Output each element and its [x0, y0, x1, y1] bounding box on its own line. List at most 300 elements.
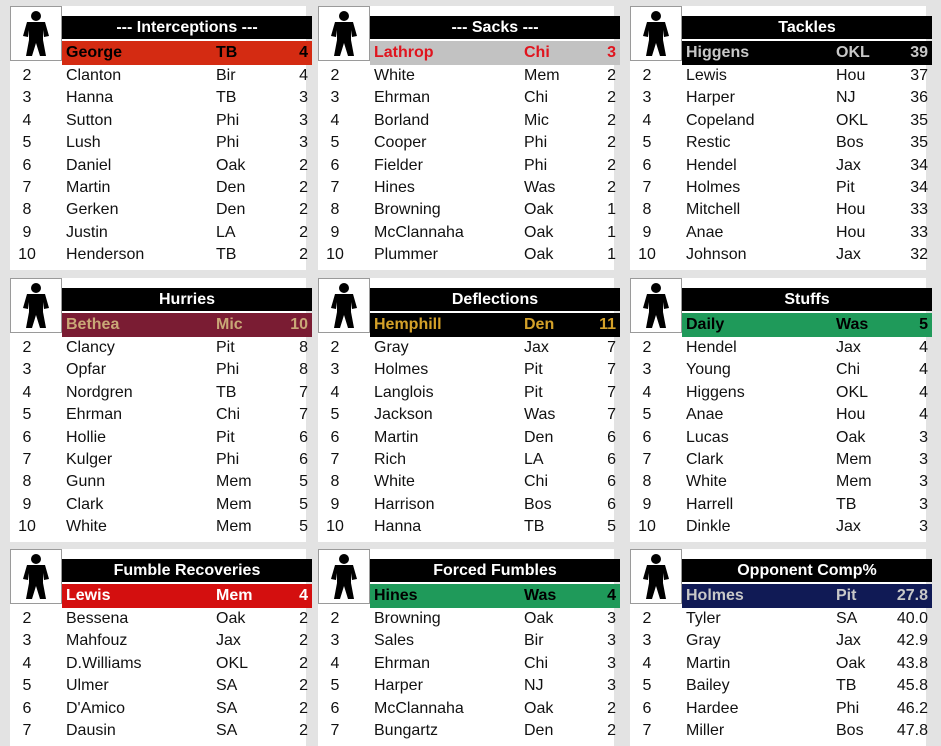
rank-number: 5 — [330, 406, 340, 424]
ranking-row — [10, 222, 306, 244]
player-name: Dausin — [66, 721, 116, 739]
ranking-row — [318, 199, 614, 221]
team-abbr: Mem — [216, 495, 252, 513]
rank-number: 4 — [22, 111, 32, 129]
team-abbr: Mic — [524, 111, 549, 129]
team-abbr: Chi — [524, 89, 549, 107]
team-abbr: Phi — [216, 111, 240, 129]
leader-row — [62, 313, 312, 337]
rank-number: 10 — [638, 518, 656, 536]
player-name: Mahfouz — [66, 632, 128, 650]
player-name: Harrison — [374, 495, 435, 513]
ranking-row — [10, 87, 306, 109]
ranking-row — [630, 222, 926, 244]
team-abbr: Chi — [524, 473, 549, 491]
team-abbr: Jax — [836, 156, 861, 174]
ranking-list — [318, 337, 614, 539]
leaderboard-forced-fumbles — [318, 549, 614, 746]
team-abbr: Bos — [836, 134, 864, 152]
team-abbr: TB — [836, 677, 857, 695]
player-silhouette-icon — [630, 278, 682, 333]
stat-value: 2 — [299, 677, 308, 695]
team-abbr: Oak — [836, 654, 866, 672]
team-abbr: Mem — [216, 473, 252, 491]
stat-value: 7 — [607, 361, 616, 379]
ranking-row — [10, 155, 306, 177]
player-name: Hendel — [686, 156, 737, 174]
ranking-row — [318, 110, 614, 132]
team-abbr: Hou — [836, 67, 866, 84]
team-abbr: Hou — [836, 406, 866, 424]
panel-title: Stuffs — [682, 288, 932, 311]
panel-title: --- Sacks --- — [370, 16, 620, 39]
stat-value: 4 — [919, 361, 928, 379]
ranking-row — [10, 132, 306, 154]
player-name: Restic — [686, 134, 731, 152]
player-name: Hardee — [686, 699, 739, 717]
team-abbr: Chi — [836, 361, 861, 379]
rank-number: 6 — [22, 428, 32, 446]
team-abbr: Jax — [836, 246, 861, 264]
stat-value: 3 — [299, 134, 308, 152]
team-abbr: SA — [836, 610, 858, 627]
leader-team: OKL — [836, 44, 870, 61]
rank-number: 5 — [642, 134, 652, 152]
player-name: Sutton — [66, 111, 113, 129]
leader-name: Daily — [686, 316, 725, 333]
ranking-row — [318, 132, 614, 154]
player-name: Holmes — [686, 178, 741, 196]
leaderboard-sacks — [318, 6, 614, 270]
stat-value: 2 — [299, 178, 308, 196]
stat-value: 2 — [299, 610, 308, 627]
ranking-row — [630, 244, 926, 266]
ranking-row — [10, 516, 306, 538]
ranking-list — [630, 65, 926, 267]
team-abbr: Pit — [524, 361, 543, 379]
stat-value: 6 — [299, 428, 308, 446]
rank-number: 6 — [642, 699, 652, 717]
rank-number: 3 — [22, 632, 32, 650]
player-name: Copeland — [686, 111, 755, 129]
leader-team: Mic — [216, 316, 243, 333]
team-abbr: Phi — [216, 450, 240, 468]
leader-name: Hemphill — [374, 316, 442, 333]
team-abbr: Jax — [524, 339, 549, 356]
leader-row — [682, 584, 932, 608]
stat-value: 2 — [299, 699, 308, 717]
panel-title: Fumble Recoveries — [62, 559, 312, 582]
team-abbr: NJ — [836, 89, 856, 107]
team-abbr: TB — [216, 89, 237, 107]
stat-value: 2 — [299, 721, 308, 739]
player-name: Hollie — [66, 428, 107, 446]
rank-number: 4 — [642, 654, 652, 672]
ranking-row — [630, 630, 926, 652]
stat-value: 3 — [299, 89, 308, 107]
team-abbr: Jax — [216, 632, 241, 650]
player-name: Anae — [686, 223, 724, 241]
team-abbr: TB — [216, 383, 237, 401]
player-name: Nordgren — [66, 383, 133, 401]
player-name: Ehrman — [374, 654, 431, 672]
rank-number: 7 — [330, 178, 340, 196]
player-name: Harper — [374, 677, 423, 695]
leader-value: 5 — [919, 316, 928, 333]
ranking-row — [630, 698, 926, 720]
rank-number: 2 — [330, 67, 340, 84]
rank-number: 9 — [22, 223, 32, 241]
player-name: Daniel — [66, 156, 112, 174]
stat-value: 3 — [607, 654, 616, 672]
player-name: Martin — [686, 654, 731, 672]
player-name: White — [686, 473, 727, 491]
leader-name: George — [66, 44, 123, 61]
team-abbr: Mem — [216, 518, 252, 536]
leaderboard-tackles — [630, 6, 926, 270]
leader-row — [370, 313, 620, 337]
ranking-row — [630, 449, 926, 471]
leader-value: 3 — [607, 44, 616, 61]
rank-number: 7 — [22, 450, 32, 468]
team-abbr: Chi — [524, 654, 549, 672]
stat-value: 1 — [607, 201, 616, 219]
ranking-row — [630, 653, 926, 675]
ranking-row — [10, 698, 306, 720]
team-abbr: Oak — [836, 428, 866, 446]
ranking-list — [318, 608, 614, 742]
team-abbr: TB — [216, 246, 237, 264]
stat-value: 3 — [607, 677, 616, 695]
leader-value: 39 — [910, 44, 928, 61]
team-abbr: Oak — [524, 246, 554, 264]
leader-name: Higgens — [686, 44, 750, 61]
ranking-row — [630, 110, 926, 132]
team-abbr: NJ — [524, 677, 544, 695]
rank-number: 8 — [642, 201, 652, 219]
rank-number: 3 — [330, 632, 340, 650]
rank-number: 7 — [642, 178, 652, 196]
player-name: Dinkle — [686, 518, 731, 536]
player-name: Gunn — [66, 473, 106, 491]
ranking-row — [630, 675, 926, 697]
team-abbr: Oak — [524, 223, 554, 241]
ranking-row — [10, 720, 306, 742]
rank-number: 5 — [642, 677, 652, 695]
stat-value: 5 — [299, 518, 308, 536]
player-name: Sales — [374, 632, 415, 650]
ranking-row — [630, 608, 926, 630]
team-abbr: Den — [524, 721, 554, 739]
stat-value: 4 — [919, 406, 928, 424]
player-name: Gerken — [66, 201, 119, 219]
team-abbr: Bos — [524, 495, 552, 513]
player-name: Plummer — [374, 246, 439, 264]
team-abbr: Bir — [216, 67, 236, 84]
rank-number: 9 — [330, 495, 340, 513]
ranking-row — [318, 516, 614, 538]
player-name: Clark — [686, 450, 724, 468]
team-abbr: Oak — [524, 699, 554, 717]
player-name: Harper — [686, 89, 735, 107]
ranking-row — [318, 698, 614, 720]
rank-number: 10 — [326, 246, 344, 264]
stat-value: 7 — [607, 406, 616, 424]
player-name: Gray — [374, 339, 409, 356]
leader-team: Was — [836, 316, 869, 333]
player-name: Rich — [374, 450, 407, 468]
leader-value: 11 — [599, 316, 616, 333]
stat-value: 2 — [299, 632, 308, 650]
ranking-row — [10, 427, 306, 449]
rank-number: 6 — [642, 428, 652, 446]
stat-value: 6 — [607, 495, 616, 513]
ranking-row — [318, 653, 614, 675]
player-name: Jackson — [374, 406, 433, 424]
stat-value: 2 — [607, 89, 616, 107]
team-abbr: Pit — [216, 339, 235, 356]
leader-team: Den — [524, 316, 555, 333]
ranking-row — [10, 382, 306, 404]
team-abbr: Phi — [524, 156, 548, 174]
team-abbr: SA — [216, 677, 238, 695]
team-abbr: OKL — [836, 111, 869, 129]
team-abbr: SA — [216, 721, 238, 739]
panel-title: --- Interceptions --- — [62, 16, 312, 39]
stat-value: 2 — [607, 111, 616, 129]
ranking-row — [630, 516, 926, 538]
team-abbr: Was — [524, 406, 556, 424]
ranking-row — [10, 177, 306, 199]
player-name: Ehrman — [374, 89, 431, 107]
leaderboard-interceptions — [10, 6, 306, 270]
leader-row — [370, 584, 620, 608]
panel-title: Forced Fumbles — [370, 559, 620, 582]
stat-value: 35 — [910, 134, 928, 152]
rank-number: 2 — [330, 339, 340, 356]
stat-value: 1 — [607, 223, 616, 241]
ranking-row — [10, 199, 306, 221]
team-abbr: Den — [216, 201, 246, 219]
rank-number: 2 — [22, 67, 32, 84]
player-name: Mitchell — [686, 201, 741, 219]
stat-value: 34 — [910, 178, 928, 196]
ranking-row — [630, 404, 926, 426]
player-name: Clancy — [66, 339, 115, 356]
team-abbr: Oak — [216, 610, 246, 627]
rank-number: 3 — [642, 632, 652, 650]
stat-value: 4 — [919, 339, 928, 356]
ranking-row — [10, 337, 306, 359]
player-name: White — [66, 518, 107, 536]
leader-team: Pit — [836, 587, 857, 604]
stat-value: 2 — [607, 134, 616, 152]
ranking-row — [10, 65, 306, 87]
stat-value: 4 — [299, 67, 308, 84]
stat-value: 2 — [607, 699, 616, 717]
team-abbr: LA — [524, 450, 544, 468]
rank-number: 4 — [330, 383, 340, 401]
rank-number: 9 — [22, 495, 32, 513]
ranking-row — [318, 608, 614, 630]
leader-row — [370, 41, 620, 65]
player-name: McClannaha — [374, 699, 464, 717]
stat-value: 7 — [299, 406, 308, 424]
rank-number: 8 — [22, 473, 32, 491]
rank-number: 6 — [642, 156, 652, 174]
rank-number: 4 — [642, 383, 652, 401]
team-abbr: Hou — [836, 223, 866, 241]
player-silhouette-icon — [10, 6, 62, 61]
stat-value: 42.9 — [896, 632, 928, 650]
player-silhouette-icon — [318, 6, 370, 61]
player-name: Opfar — [66, 361, 107, 379]
ranking-row — [10, 494, 306, 516]
leader-team: Chi — [524, 44, 550, 61]
stat-value: 3 — [919, 450, 928, 468]
panel-title: Tackles — [682, 16, 932, 39]
player-name: Hanna — [66, 89, 114, 107]
ranking-row — [318, 382, 614, 404]
rank-number: 6 — [22, 699, 32, 717]
ranking-row — [10, 653, 306, 675]
ranking-list — [630, 608, 926, 742]
leader-name: Hines — [374, 587, 418, 604]
player-name: Johnson — [686, 246, 747, 264]
player-name: Ulmer — [66, 677, 109, 695]
rank-number: 7 — [22, 178, 32, 196]
stat-value: 6 — [607, 473, 616, 491]
rank-number: 3 — [642, 361, 652, 379]
player-name: Hendel — [686, 339, 737, 356]
player-name: Kulger — [66, 450, 113, 468]
stat-value: 5 — [607, 518, 616, 536]
player-silhouette-icon — [630, 549, 682, 604]
team-abbr: Oak — [524, 610, 554, 627]
rank-number: 5 — [642, 406, 652, 424]
ranking-row — [630, 199, 926, 221]
rank-number: 3 — [22, 89, 32, 107]
team-abbr: Bos — [836, 721, 864, 739]
rank-number: 6 — [330, 699, 340, 717]
stat-value: 3 — [919, 495, 928, 513]
leader-row — [62, 584, 312, 608]
ranking-row — [318, 155, 614, 177]
ranking-row — [10, 110, 306, 132]
ranking-list — [10, 337, 306, 539]
rank-number: 9 — [330, 223, 340, 241]
stat-value: 3 — [919, 518, 928, 536]
player-name: Hines — [374, 178, 415, 196]
leaderboard-deflections — [318, 278, 614, 542]
team-abbr: Phi — [524, 134, 548, 152]
leaderboard-hurries — [10, 278, 306, 542]
stat-value: 45.8 — [896, 677, 928, 695]
player-name: Tyler — [686, 610, 721, 627]
ranking-list — [630, 337, 926, 539]
leaderboard-stuffs — [630, 278, 926, 542]
rank-number: 6 — [330, 156, 340, 174]
rank-number: 2 — [330, 610, 340, 627]
rank-number: 6 — [22, 156, 32, 174]
rank-number: 4 — [22, 383, 32, 401]
stat-value: 47.8 — [896, 721, 928, 739]
player-name: White — [374, 473, 415, 491]
leader-row — [62, 41, 312, 65]
leader-name: Lathrop — [374, 44, 434, 61]
ranking-row — [10, 404, 306, 426]
stat-value: 46.2 — [896, 699, 928, 717]
rank-number: 3 — [330, 361, 340, 379]
leader-value: 4 — [299, 44, 308, 61]
stat-value: 36 — [910, 89, 928, 107]
stat-value: 2 — [607, 721, 616, 739]
player-silhouette-icon — [318, 549, 370, 604]
ranking-row — [630, 65, 926, 87]
ranking-row — [10, 471, 306, 493]
player-silhouette-icon — [10, 549, 62, 604]
team-abbr: OKL — [836, 383, 869, 401]
rank-number: 2 — [642, 67, 652, 84]
ranking-row — [318, 449, 614, 471]
ranking-row — [318, 630, 614, 652]
rank-number: 2 — [642, 610, 652, 627]
ranking-row — [318, 337, 614, 359]
team-abbr: Pit — [836, 178, 855, 196]
ranking-list — [10, 608, 306, 742]
rank-number: 4 — [330, 111, 340, 129]
leaderboard-fumble-recoveries — [10, 549, 306, 746]
stat-value: 33 — [910, 201, 928, 219]
team-abbr: Mem — [836, 450, 872, 468]
player-name: Borland — [374, 111, 430, 129]
ranking-row — [630, 382, 926, 404]
stat-value: 2 — [299, 654, 308, 672]
stat-value: 7 — [607, 383, 616, 401]
player-name: Bessena — [66, 610, 129, 627]
ranking-row — [318, 87, 614, 109]
team-abbr: Mem — [836, 473, 872, 491]
ranking-row — [630, 337, 926, 359]
player-silhouette-icon — [630, 6, 682, 61]
stat-value: 3 — [299, 111, 308, 129]
stat-value: 2 — [299, 201, 308, 219]
leader-team: TB — [216, 44, 238, 61]
player-name: Bungartz — [374, 721, 439, 739]
leader-name: Bethea — [66, 316, 120, 333]
player-name: Harrell — [686, 495, 734, 513]
leader-row — [682, 313, 932, 337]
rank-number: 8 — [330, 201, 340, 219]
stat-value: 3 — [919, 473, 928, 491]
player-name: Gray — [686, 632, 721, 650]
team-abbr: Pit — [524, 383, 543, 401]
team-abbr: Phi — [216, 361, 240, 379]
rank-number: 8 — [330, 473, 340, 491]
stat-value: 8 — [299, 361, 308, 379]
ranking-row — [10, 630, 306, 652]
player-name: Fielder — [374, 156, 423, 174]
ranking-row — [630, 155, 926, 177]
rank-number: 10 — [638, 246, 656, 264]
player-name: Hanna — [374, 518, 422, 536]
rank-number: 5 — [330, 677, 340, 695]
ranking-list — [318, 65, 614, 267]
team-abbr: Den — [524, 428, 554, 446]
stat-value: 2 — [299, 156, 308, 174]
stat-value: 33 — [910, 223, 928, 241]
leader-value: 4 — [607, 587, 616, 604]
